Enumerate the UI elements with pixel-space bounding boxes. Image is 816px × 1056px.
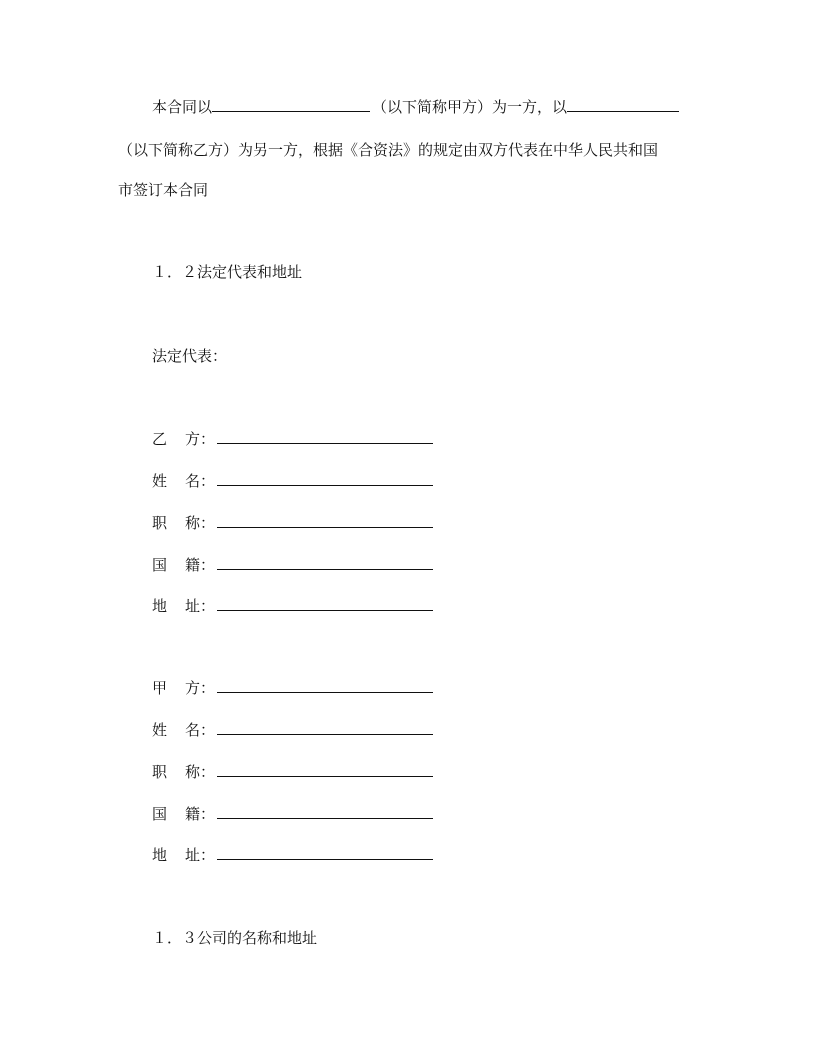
legal-representative-label	[152, 346, 227, 366]
field-label-char2: 名	[185, 721, 201, 739]
field-label-char2: 籍	[185, 805, 201, 823]
intro-line-1	[152, 96, 679, 117]
field-colon: ：	[200, 721, 216, 739]
section-1-2-heading-text: １．２法定代表和地址	[152, 263, 303, 281]
field-colon: ：	[200, 763, 216, 781]
field-label-char1: 职	[152, 514, 168, 532]
party-b-name-field	[152, 470, 433, 491]
party-b-party-field	[152, 428, 433, 449]
field-label-char2: 称	[185, 514, 201, 532]
intro-text-b: （以下简称甲方）为一方，以	[372, 98, 568, 116]
field-label-char1: 姓	[152, 472, 168, 490]
intro-text-d: 市签订本合同	[118, 181, 209, 199]
party-b-party-input[interactable]	[217, 428, 433, 444]
intro-text-c: （以下简称乙方）为另一方，根据《合资法》的规定由双方代表在中华人民共和国	[118, 141, 659, 159]
party-a-name-input[interactable]	[217, 719, 433, 735]
party-b-name-blank[interactable]	[567, 96, 679, 112]
field-label-char2: 方	[185, 430, 201, 448]
section-1-3-heading-text: １．３公司的名称和地址	[152, 929, 318, 947]
party-b-nationality-field	[152, 554, 433, 575]
field-label-char2: 名	[185, 472, 201, 490]
party-a-name-blank[interactable]	[212, 96, 370, 112]
field-label-char1: 地	[152, 846, 168, 864]
field-label-char1: 甲	[152, 679, 168, 697]
field-colon: ：	[200, 805, 216, 823]
party-a-address-input[interactable]	[217, 844, 433, 860]
intro-text-a: 本合同以	[152, 98, 213, 116]
party-b-title-field	[152, 512, 433, 533]
party-b-address-input[interactable]	[217, 595, 433, 611]
party-a-name-field	[152, 719, 433, 740]
party-b-address-field	[152, 595, 433, 616]
field-colon: ：	[200, 430, 216, 448]
party-b-nationality-input[interactable]	[217, 554, 433, 570]
party-a-title-input[interactable]	[217, 761, 433, 777]
intro-line-2	[118, 140, 658, 160]
section-1-2-heading	[152, 262, 302, 282]
field-label-char1: 国	[152, 556, 168, 574]
field-colon: ：	[200, 472, 216, 490]
party-a-party-field	[152, 677, 433, 698]
party-a-party-input[interactable]	[217, 677, 433, 693]
field-label-char2: 址	[185, 846, 201, 864]
field-colon: ：	[200, 514, 216, 532]
field-colon: ：	[200, 556, 216, 574]
party-a-title-field	[152, 761, 433, 782]
field-label-char1: 乙	[152, 430, 168, 448]
field-colon: ：	[200, 679, 216, 697]
party-a-nationality-input[interactable]	[217, 803, 433, 819]
field-label-char1: 姓	[152, 721, 168, 739]
field-label-char1: 国	[152, 805, 168, 823]
field-label-char1: 地	[152, 597, 168, 615]
party-a-address-field	[152, 844, 433, 865]
field-label-char2: 方	[185, 679, 201, 697]
legal-representative-text: 法定代表：	[152, 347, 228, 365]
party-b-title-input[interactable]	[217, 512, 433, 528]
field-label-char2: 籍	[185, 556, 201, 574]
field-label-char2: 称	[185, 763, 201, 781]
field-colon: ：	[200, 846, 216, 864]
intro-line-3	[118, 180, 208, 200]
party-b-name-input[interactable]	[217, 470, 433, 486]
section-1-3-heading	[152, 928, 317, 948]
field-colon: ：	[200, 597, 216, 615]
party-a-nationality-field	[152, 803, 433, 824]
field-label-char2: 址	[185, 597, 201, 615]
field-label-char1: 职	[152, 763, 168, 781]
